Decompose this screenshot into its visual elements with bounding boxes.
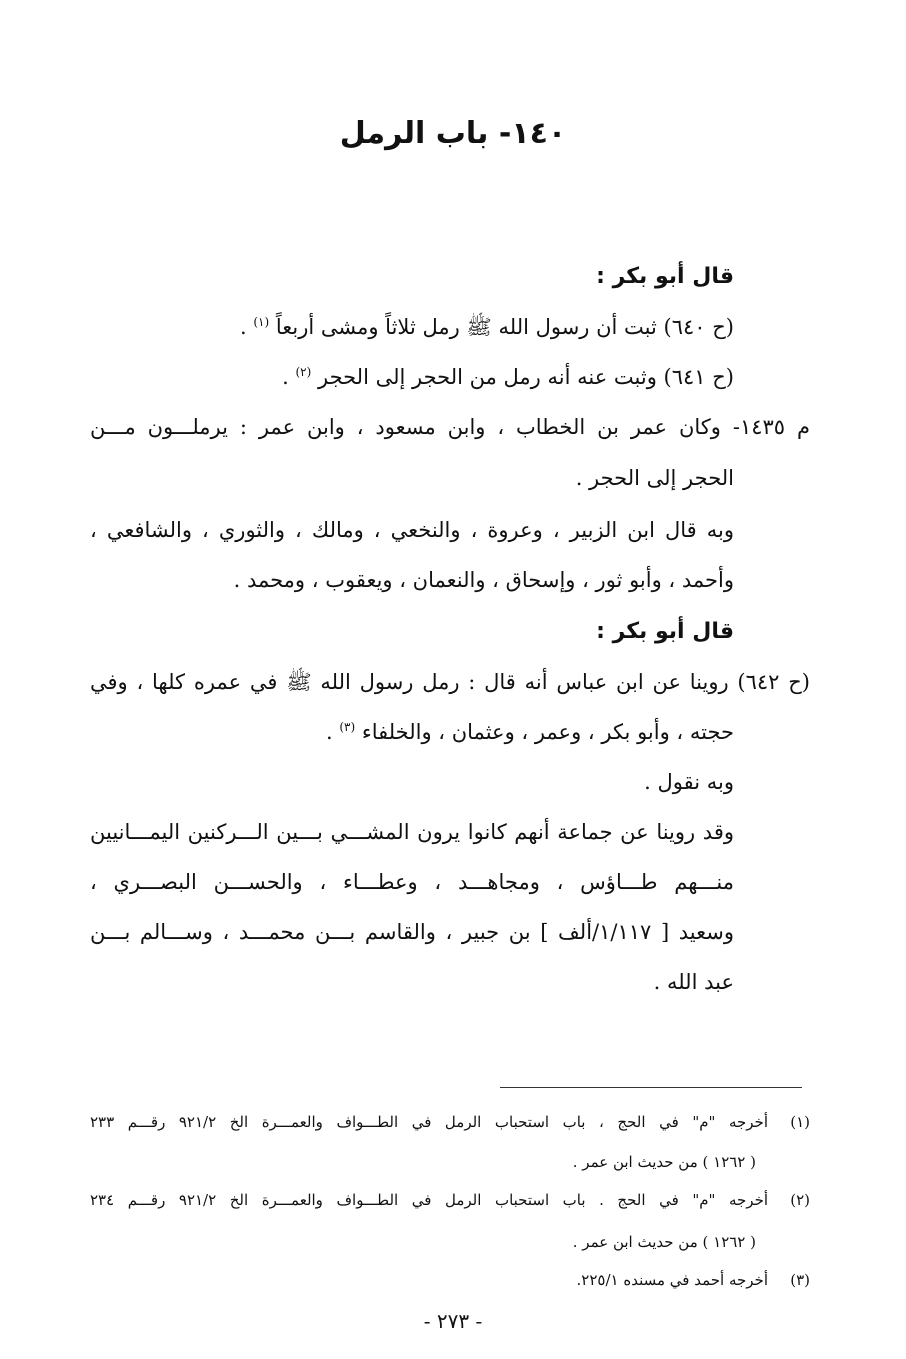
footnote-1-line-2: ( ١٢٦٢ ) من حديث ابن عمر . [572,1153,756,1171]
hadith-640-end: . [239,315,247,339]
hadith-642-line-1: (ح ٦٤٢) روينا عن ابن عباس أنه قال : رمل رسول الله ﷺ في عمره كلها ، وفي [90,670,811,694]
section-heading-1: قال أبو بكر : [596,264,734,289]
masala-1435-line-2: الحجر إلى الحجر . [575,466,734,490]
hadith-640-text: (ح ٦٤٠) ثبت أن رسول الله ﷺ رمل ثلاثاً ومشى أربعاً [275,315,734,339]
footnote-3-number: (٣) [790,1271,810,1289]
opinion-line-2: وأحمد ، وأبو ثور ، وإسحاق ، والنعمان ، ويعقوب ، ومحمد . [233,568,734,592]
footnote-2-number: (٢) [790,1191,810,1209]
footnote-1-line-1: أخرجه "م" في الحج ، باب استحباب الرمل في الطـــواف والعمـــرة الخ ٩٢١/٢ رقـــم ٢٣٣ [90,1113,768,1131]
group-line-1: وقد روينا عن جماعة أنهم كانوا يرون المشـــي بـــين الـــركنين اليمـــانيين [90,820,734,844]
footnote-separator [500,1087,802,1088]
hadith-642-text: حجته ، وأبو بكر ، وعمر ، وعثمان ، والخلفاء [361,720,734,744]
masala-1435-line-1: م ١٤٣٥- وكان عمر بن الخطاب ، وابن مسعود ، وابن عمر : يرملـــون مـــن [90,415,810,439]
group-line-3: وسعيد [ ١/١١٧/ألف ] بن جبير ، والقاسم بـــن محمـــد ، وســـالم بـــن [90,920,734,944]
footnote-ref-2[interactable]: (٢) [295,365,312,379]
chapter-title: ١٤٠- باب الرمل [339,116,567,151]
hadith-641 [90,357,734,397]
footnote-ref-1[interactable]: (١) [253,315,270,329]
footnote-3-line-1: أخرجه أحمد في مسنده ٢٢٥/١. [576,1271,768,1289]
footnote-1-number: (١) [790,1113,810,1131]
hadith-640 [90,307,734,347]
footnote-2-line-1: أخرجه "م" في الحج . باب استحباب الرمل في الطـــواف والعمـــرة الخ ٩٢١/٢ رقـــم ٢٣٤ [90,1191,769,1209]
hadith-641-text: (ح ٦٤١) وثبت عنه أنه رمل من الحجر إلى الحجر [317,365,734,389]
hadith-642-line-2 [90,712,734,752]
page-number: - ٢٧٣ - [423,1309,483,1333]
we-say-line: وبه نقول . [644,770,734,794]
opinion-line-1: وبه قال ابن الزبير ، وعروة ، والنخعي ، ومالك ، والثوري ، والشافعي ، [90,518,734,542]
footnote-ref-3[interactable]: (٣) [339,720,356,734]
hadith-642-end: . [325,720,333,744]
group-line-2: منـــهم طـــاؤس ، ومجاهـــد ، وعطـــاء ، والحســـن البصـــري ، [90,870,734,894]
group-line-4: عبد الله . [653,970,734,994]
hadith-641-end: . [282,365,289,389]
section-heading-2: قال أبو بكر : [596,619,734,644]
footnote-2-line-2: ( ١٢٦٢ ) من حديث ابن عمر . [572,1233,756,1251]
